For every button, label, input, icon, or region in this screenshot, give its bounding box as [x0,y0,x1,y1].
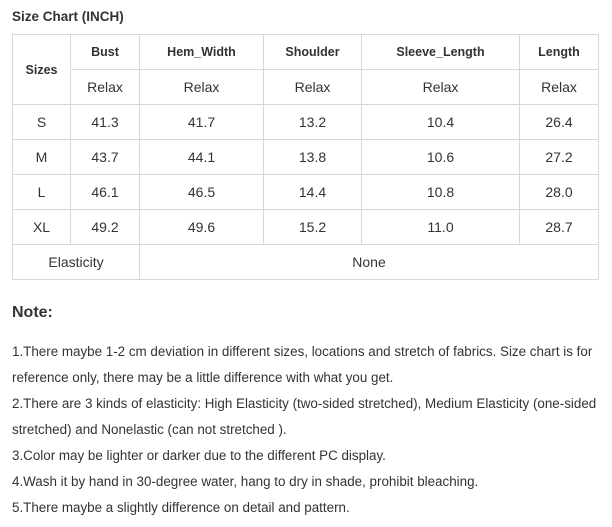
value-cell: 14.4 [264,175,362,210]
note-item: 3.Color may be lighter or darker due to the different PC display. [12,448,386,463]
value-cell: 43.7 [71,140,140,175]
value-cell: 15.2 [264,210,362,245]
value-cell: 41.3 [71,105,140,140]
fit-cell: Relax [264,70,362,105]
value-cell: 13.8 [264,140,362,175]
note-item: 1.There maybe 1-2 cm deviation in different sizes, locations and stretch of fabrics. Size chart is for reference only, there may be a little difference with what you get. [12,344,593,385]
value-cell: 46.1 [71,175,140,210]
elasticity-value: None [140,245,599,280]
column-header-shoulder: Shoulder [264,35,362,70]
value-cell: 49.2 [71,210,140,245]
column-header-length: Length [520,35,599,70]
fit-cell: Relax [71,70,140,105]
column-header-bust: Bust [71,35,140,70]
size-cell: S [13,105,71,140]
note-item: 5.There maybe a slightly difference on detail and pattern. [12,500,350,515]
size-cell: L [13,175,71,210]
table-header-row [13,35,599,70]
fit-row [13,70,599,105]
note-item: 2.There are 3 kinds of elasticity: High Elasticity (two-sided stretched), Medium Elasticity (one-sided stretched) and Nonelastic (can not stretched ). [12,396,597,437]
value-cell: 27.2 [520,140,599,175]
value-cell: 28.7 [520,210,599,245]
table-row [13,140,599,175]
value-cell: 49.6 [140,210,264,245]
value-cell: 10.6 [362,140,520,175]
value-cell: 41.7 [140,105,264,140]
sizes-header: Sizes [13,35,71,105]
size-cell: M [13,140,71,175]
note-title: Note: [12,304,53,321]
table-row [13,210,599,245]
column-header-hem-width: Hem_Width [140,35,264,70]
fit-cell: Relax [362,70,520,105]
value-cell: 11.0 [362,210,520,245]
value-cell: 28.0 [520,175,599,210]
value-cell: 10.8 [362,175,520,210]
elasticity-label: Elasticity [13,245,140,280]
fit-cell: Relax [520,70,599,105]
size-cell: XL [13,210,71,245]
value-cell: 10.4 [362,105,520,140]
note-item: 4.Wash it by hand in 30-degree water, hang to dry in shade, prohibit bleaching. [12,474,479,489]
value-cell: 26.4 [520,105,599,140]
fit-cell: Relax [140,70,264,105]
column-header-sleeve-length: Sleeve_Length [362,35,520,70]
table-row [13,105,599,140]
notes-list [12,339,598,521]
elasticity-row [13,245,599,280]
value-cell: 44.1 [140,140,264,175]
value-cell: 13.2 [264,105,362,140]
size-chart-title: Size Chart (INCH) [12,9,124,24]
table-row [13,175,599,210]
value-cell: 46.5 [140,175,264,210]
size-chart-table [12,34,599,280]
